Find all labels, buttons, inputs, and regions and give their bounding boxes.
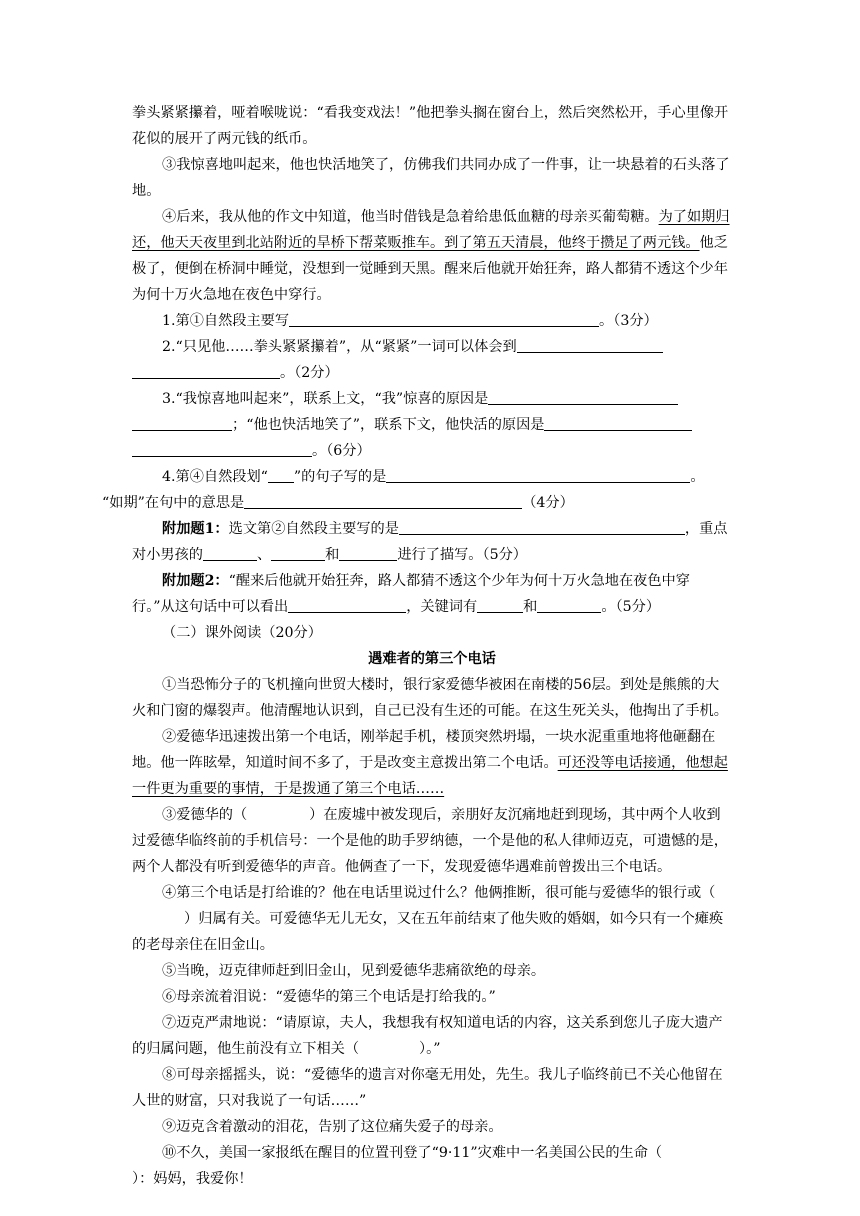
question-3-score: 。（6分） xyxy=(312,443,371,459)
question-2 xyxy=(132,334,732,386)
article-paragraph-4-start: ④第三个电话是打给谁的？他在电话里说过什么？他俩推断，很可能与爱德华的银行或（ xyxy=(162,885,716,901)
extra-question-1 xyxy=(132,516,732,568)
question-3-answer-blank-b[interactable] xyxy=(132,414,232,431)
extra-question-2-text-b: ，关键词有 xyxy=(406,599,478,615)
worksheet-page xyxy=(102,100,732,1192)
article-paragraph-8: ⑧可母亲摇摇头，说：“爱德华的遗言对你毫无用处，先生。我儿子临终前已不关心他留在人世的财富，只对我说了一句话……” xyxy=(132,1067,723,1109)
question-2-answer-blank-b[interactable] xyxy=(132,362,280,379)
article-paragraph-9: ⑨迈克含着激动的泪花，告别了这位痛失爱子的母亲。 xyxy=(162,1119,503,1135)
article-paragraph-3 xyxy=(132,802,732,880)
extra-question-1-answer-blank-a[interactable] xyxy=(399,518,685,535)
question-2-text: 2.“只见他……拳头紧紧攥着”，从“紧紧”一词可以体会到 xyxy=(162,339,517,355)
article-paragraph-5: ⑤当晚，迈克律师赶到旧金山，见到爱德华悲痛欲绝的母亲。 xyxy=(162,963,546,979)
article-paragraph-2-start: ②爱德华迅速拨出第一个电话，刚举起手机，楼顶突然坍塌，一块水泥重重地将他砸翻在地。他一阵眩晕，知道时间不多了，于是改变主意拨出第二个电话。 xyxy=(132,729,716,771)
article-paragraph-2 xyxy=(132,724,732,802)
question-1 xyxy=(132,308,732,334)
paragraph-1-continued: 拳头紧紧攥着，哑着喉咙说：“看我变戏法！”他把拳头搁在窗台上，然后突然松开，手心里像开花似的展开了两元钱的纸币。 xyxy=(132,105,729,147)
paragraph-4-end: 他乏极了，便倒在桥洞中睡觉，没想到一觉睡到天黑。醒来后他就开始狂奔，路人都猜不透这个少年为何十万火急地在夜色中穿行。 xyxy=(132,235,728,303)
question-2-score: 。（2分） xyxy=(280,365,339,381)
question-1-answer-blank[interactable] xyxy=(289,310,599,327)
extra-question-1-comma: 、 xyxy=(256,547,272,563)
extra-question-2-and: 和 xyxy=(523,599,538,615)
article-paragraph-3-start: ③爱德华的（ xyxy=(162,807,248,823)
extra-question-2-label: 附加题2： xyxy=(162,573,229,589)
question-4-period: 。 xyxy=(690,469,705,485)
article-paragraph-3-end: ）在废墟中被发现后，亲朋好友沉痛地赶到现场，其中两个人收到过爱德华临终前的手机信号：一个是他的助手罗纳德，一个是他的私人律师迈克，可遗憾的是，两个人都没有听到爱德华的声音。他俩查了一下，发现爱德华遇难前曾拨出三个电话。 xyxy=(132,807,728,875)
question-4-text-b: ”的句子写的是 xyxy=(293,469,387,485)
article-paragraph-6: ⑥母亲流着泪说：“爱德华的第三个电话是打给我的。” xyxy=(162,989,496,1005)
question-3-answer-blank-c[interactable] xyxy=(544,414,692,431)
article-paragraph-10 xyxy=(132,1140,732,1192)
extra-question-2-text-a: “醒来后他就开始狂奔，路人都猜不透这个少年为何十万火急地在夜色中穿行。”从这句话中可以看出 xyxy=(132,573,690,615)
article-paragraph-10-start: ⑩不久，美国一家报纸在醒目的位置刊登了“9·11”灾难中一名美国公民的生命（ xyxy=(162,1145,663,1161)
article-paragraph-4-end: ）归属有关。可爱德华无儿无女，又在五年前结束了他失败的婚姻，如今只有一个瘫痪的老母亲住在旧金山。 xyxy=(132,911,724,953)
extra-question-1-text-b: ，重点对小男孩的 xyxy=(132,521,728,563)
article-paragraph-4 xyxy=(132,880,732,958)
question-1-text: 1.第①自然段主要写 xyxy=(162,313,290,329)
question-4-answer-blank-b[interactable] xyxy=(244,492,522,509)
question-4-text-a: 4.第④自然段划“ xyxy=(162,469,268,485)
question-4-score: （4分） xyxy=(522,495,574,511)
question-2-answer-blank-a[interactable] xyxy=(517,336,663,353)
extra-question-1-answer-blank-d[interactable] xyxy=(339,544,397,561)
article-title: 遇难者的第三个电话 xyxy=(368,651,496,667)
question-3-answer-blank-a[interactable] xyxy=(488,388,678,405)
article-paragraph-7-start: ⑦迈克严肃地说：“请原谅，夫人，我想我有权知道电话的内容，这关系到您儿子庞大遗产的归属问题，他生前没有立下相关（ xyxy=(132,1015,723,1057)
article-paragraph-2-underlined-sentence: 可还没等电话接通，他想起一件更为重要的事情，于是拨通了第三个电话…… xyxy=(132,755,728,797)
article-paragraph-7-end: ）。” xyxy=(419,1041,441,1057)
extra-question-1-and: 和 xyxy=(325,547,340,563)
paragraph-4-underlined-sentence: 为了如期归还，他天天夜里到北站附近的旱桥下帮菜贩推车。到了第五天清晨，他终于攒足了两元钱。 xyxy=(132,209,730,251)
question-3 xyxy=(132,386,732,464)
extra-question-2-answer-blank-a[interactable] xyxy=(288,596,406,613)
paragraph-3: ③我惊喜地叫起来，他也快活地笑了，仿佛我们共同办成了一件事，让一块悬着的石头落了地。 xyxy=(132,157,730,199)
extra-question-2-score: 。（5分） xyxy=(601,599,661,615)
extra-question-2-answer-blank-c[interactable] xyxy=(537,596,601,613)
question-4-answer-blank-a[interactable] xyxy=(386,466,690,483)
extra-question-1-text-c: 进行了描写。（5分） xyxy=(397,547,527,563)
question-4-text-c: “如期”在句中的意思是 xyxy=(102,495,245,511)
extra-question-2-answer-blank-b[interactable] xyxy=(477,596,523,613)
article-paragraph-7 xyxy=(132,1010,732,1062)
extra-question-1-text-a: 选文第②自然段主要写的是 xyxy=(228,521,399,537)
question-3-text-b: ；“他也快活地笑了”，联系下文，他快活的原因是 xyxy=(232,417,545,433)
question-3-text-a: 3.“我惊喜地叫起来”，联系上文，“我”惊喜的原因是 xyxy=(162,391,489,407)
article-paragraph-1: ①当恐怖分子的飞机撞向世贸大楼时，银行家爱德华被困在南楼的56层。到处是熊熊的大火和门窗的爆裂声。他清醒地认识到，自己已没有生还的可能。在这生死关头，他掏出了手机。 xyxy=(132,677,728,719)
extra-question-1-label: 附加题1： xyxy=(162,521,229,537)
paragraph-4-start: ④后来，我从他的作文中知道，他当时借钱是急着给患低血糖的母亲买葡萄糖。 xyxy=(162,209,659,225)
section-heading: （二）课外阅读（20分） xyxy=(162,625,322,641)
article-paragraph-10-end: ）：妈妈，我爱你！ xyxy=(132,1171,253,1187)
extra-question-1-answer-blank-b[interactable] xyxy=(203,544,257,561)
extra-question-2 xyxy=(132,568,732,620)
question-3-answer-blank-d[interactable] xyxy=(132,440,312,457)
extra-question-1-answer-blank-c[interactable] xyxy=(271,544,325,561)
paragraph-4 xyxy=(132,204,732,308)
question-4-underline-mark xyxy=(268,472,294,483)
question-1-score: 。（3分） xyxy=(599,313,658,329)
question-4 xyxy=(102,464,732,516)
